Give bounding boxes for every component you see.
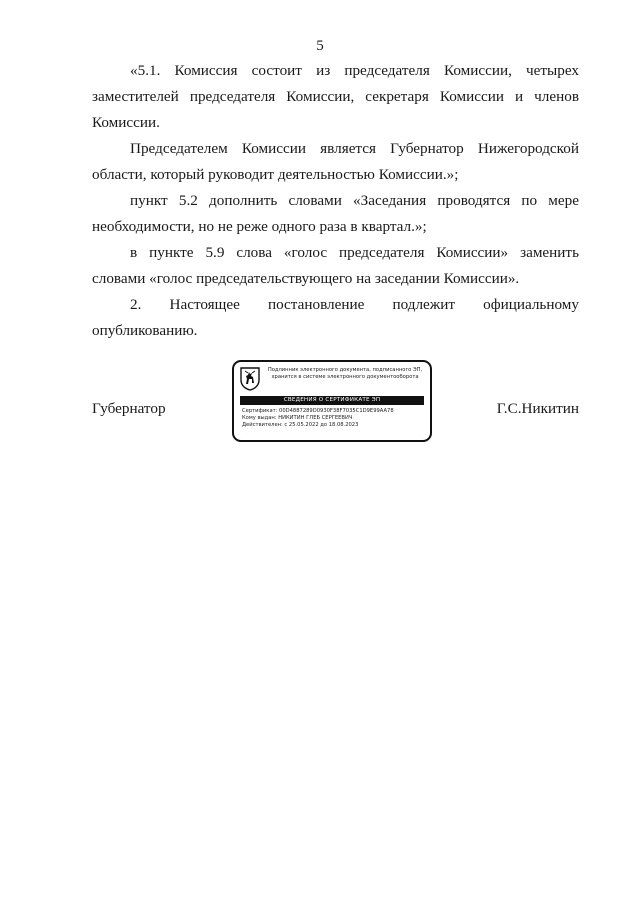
paragraph-commission-chairman: Председателем Комиссии является Губернатор Нижегородской области, который руководит деятельностью Комиссии.»; — [92, 140, 579, 183]
stamp-certificate: Сертификат: 00D4887289D0930F38F7035C1D9E99AA78 — [242, 408, 394, 414]
signatory-position: Губернатор — [92, 400, 166, 417]
paragraph-item-5-9: в пункте 5.9 слова «голос председателя Комиссии» заменить словами «голос председательствующего на заседании Комиссии». — [92, 244, 579, 287]
paragraph-publication: 2. Настоящее постановление подлежит официальному опубликованию. — [92, 296, 579, 339]
electronic-signature-stamp — [232, 360, 432, 442]
stamp-header-line-2: хранится в системе электронного документооборота — [271, 374, 419, 380]
stamp-issued-to: Кому выдан: НИКИТИН ГЛЕБ СЕРГЕЕВИЧ — [242, 415, 353, 422]
paragraph-item-5-2: пункт 5.2 дополнить словами «Заседания проводятся по мере необходимости, но не реже одного раза в квартал.»; — [92, 192, 579, 235]
signatory-name: Г.С.Никитин — [496, 400, 579, 417]
stamp-details — [242, 408, 426, 430]
page-number: 5 — [316, 38, 324, 54]
paragraph-commission-composition: «5.1. Комиссия состоит из председателя Комиссии, четырех заместителей председателя Комиссии, секретаря Комиссии и членов Комиссии. — [92, 62, 579, 131]
stamp-header-line-1: Подлинник электронного документа, подписанного ЭП, — [267, 367, 423, 373]
stamp-title: СВЕДЕНИЯ О СЕРТИФИКАТЕ ЭП — [240, 396, 424, 405]
nizhny-novgorod-coat-of-arms-icon — [240, 367, 260, 391]
document-body — [92, 58, 579, 344]
stamp-header — [262, 367, 428, 381]
stamp-validity: Действителен: с 25.05.2022 до 18.08.2023 — [242, 422, 359, 429]
